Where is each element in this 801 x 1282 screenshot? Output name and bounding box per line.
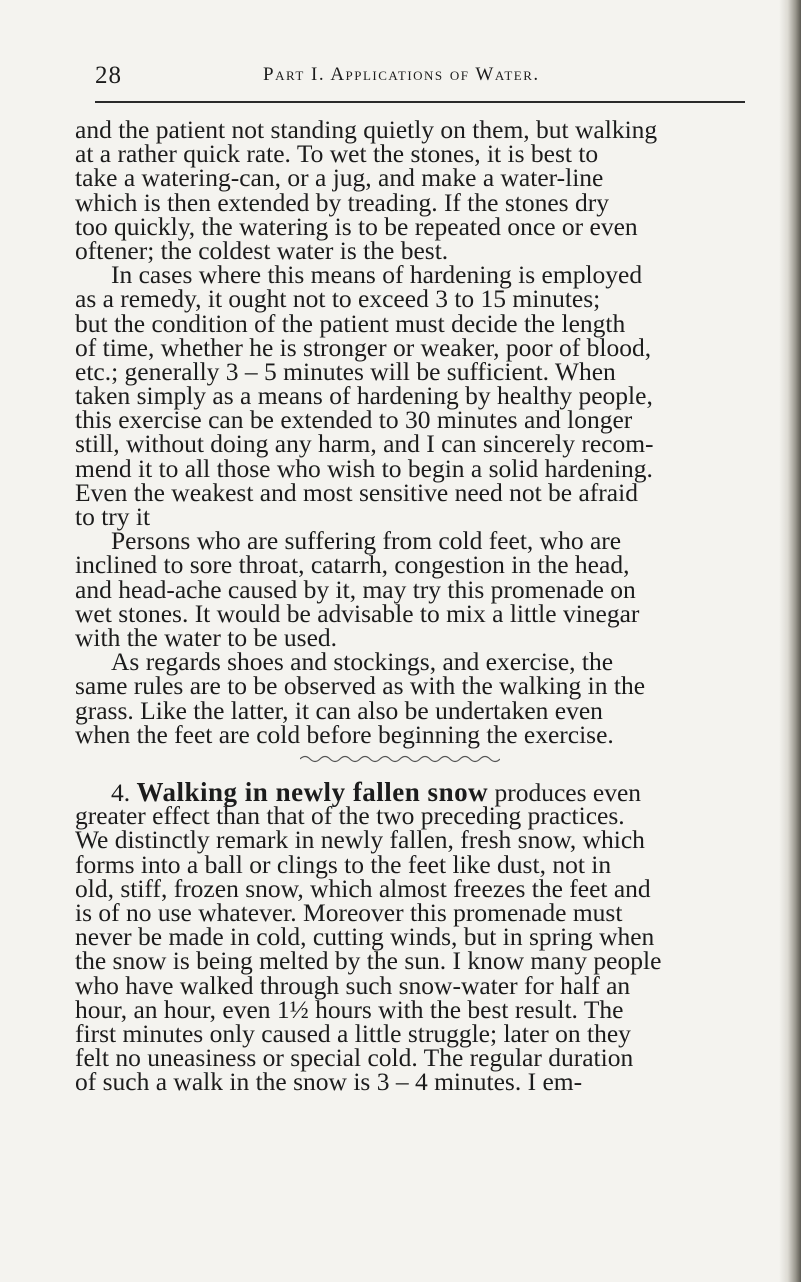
text-line: forms into a ball or clings to the feet like dust, not in: [75, 849, 612, 879]
text-line: etc.; generally 3 – 5 minutes will be sufficient. When: [75, 356, 616, 386]
page-header: [95, 62, 755, 92]
text-line: and the patient not standing quietly on them, but walking: [75, 115, 658, 144]
section-title: Walking in newly fallen snow: [136, 777, 489, 807]
text-line: but the condition of the patient must decide the length: [75, 308, 626, 338]
text-line: as a remedy, it ought not to exceed 3 to 15 minutes;: [75, 284, 601, 314]
text-line: of such a walk in the snow is 3 – 4 minutes. I em-: [75, 1067, 583, 1097]
text-line: same rules are to be observed as with the walking in the: [75, 671, 646, 701]
text-line: In cases where this means of hardening is employed: [111, 260, 643, 290]
text-line: the snow is being melted by the sun. I know many people: [75, 946, 662, 976]
section-number: 4.: [111, 778, 131, 807]
text-line: is of no use whatever. Moreover this promenade must: [75, 897, 623, 927]
text-line: of time, whether he is stronger or weaker, poor of blood,: [75, 332, 652, 362]
header-rule: [95, 101, 745, 103]
text-line: when the feet are cold before beginning the exercise.: [75, 719, 614, 749]
text-line: who have walked through such snow-water for half an: [75, 970, 631, 1000]
text-line: inclined to sore throat, catarrh, congestion in the head,: [75, 550, 630, 580]
text-line: to try it: [75, 502, 151, 531]
text-line: hour, an hour, even 1½ hours with the best result. The: [75, 994, 624, 1024]
text-line: at a rather quick rate. To wet the stones, it is best to: [75, 139, 599, 169]
text-line: oftener; the coldest water is the best.: [75, 235, 449, 265]
text-line: Even the weakest and most sensitive need not be afraid: [75, 477, 638, 507]
body-text-block-1: [75, 115, 765, 749]
text-line: grass. Like the latter, it can also be undertaken even: [75, 695, 603, 725]
text-line: wet stones. It would be advisable to mix a little vinegar: [75, 598, 640, 628]
text-line: which is then extended by treading. If the stones dry: [75, 187, 609, 217]
text-line: greater effect than that of the two preceding practices.: [75, 801, 625, 831]
text-fragment: produces even: [494, 778, 642, 807]
text-line: never be made in cold, cutting winds, but in spring when: [75, 922, 655, 952]
text-line: still, without doing any harm, and I can sincerely recom-: [75, 429, 654, 459]
text-line: take a watering-can, or a jug, and make a water-line: [75, 163, 604, 193]
text-line: with the water to be used.: [75, 622, 338, 652]
text-line: We distinctly remark in newly fallen, fresh snow, which: [75, 825, 645, 855]
text-line: taken simply as a means of hardening by healthy people,: [75, 381, 653, 411]
page-spine-shadow: [779, 0, 801, 1282]
text-line: this exercise can be extended to 30 minutes and longer: [75, 405, 633, 435]
wavy-divider-ornament: [300, 754, 500, 764]
text-line: As regards shoes and stockings, and exercise, the: [111, 647, 614, 677]
page-number: 28: [95, 62, 122, 89]
text-line: Persons who are suffering from cold feet, who are: [111, 526, 622, 556]
text-line: and head-ache caused by it, may try this promenade on: [75, 574, 636, 604]
text-line: mend it to all those who wish to begin a solid hardening.: [75, 453, 653, 483]
text-line: old, stiff, frozen snow, which almost freezes the feet and: [75, 873, 651, 903]
text-line: felt no uneasiness or special cold. The regular duration: [75, 1043, 634, 1073]
running-head: Part I. Applications of Water.: [263, 64, 540, 85]
text-line: first minutes only caused a little struggle; later on they: [75, 1018, 631, 1048]
body-text-block-2: [75, 777, 765, 1097]
text-line: too quickly, the watering is to be repeated once or even: [75, 211, 638, 241]
